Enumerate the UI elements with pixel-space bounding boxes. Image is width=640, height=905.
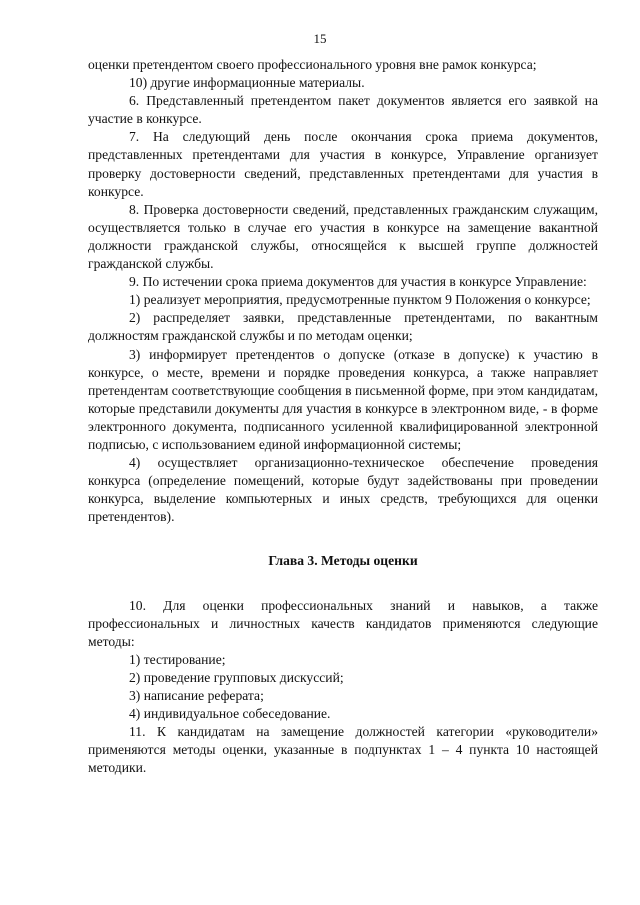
paragraph: 8. Проверка достоверности сведений, представленных гражданским служащим, осуществляется только в случае его участия в конкурсе на замещение вакантной должности гражданской службы, относящейся к высшей группе должностей гражданской службы.	[88, 201, 598, 272]
paragraph: 10) другие информационные материалы.	[129, 75, 365, 91]
paragraph: 11. К кандидатам на замещение должностей категории «руководители» применяются методы оценки, указанные в подпунктах 1 – 4 пункта 10 настоящей методики.	[88, 724, 598, 776]
paragraph: 2) распределяет заявки, представленные претендентами, по вакантным должностям гражданской службы и по методам оценки;	[88, 310, 598, 344]
paragraph: 6. Представленный претендентом пакет документов является его заявкой на участие в конкурсе.	[88, 93, 598, 127]
paragraph: 1) реализует мероприятия, предусмотренные пунктом 9 Положения о конкурсе;	[129, 292, 591, 308]
paragraph: 3) информирует претендентов о допуске (отказе в допуске) к участию в конкурсе, о месте, времени и порядке проведения конкурса, а также направляет претендентам соответствующие сообщения в письменной форме, при этом кандидатам, которые представили документы для участия в конкурсе в электронном виде, - в форме электронного документа, подписанного усиленной квалифицированной электронной подписью, с использованием единой информационной системы;	[88, 346, 598, 452]
paragraph: 4) индивидуальное собеседование.	[129, 706, 331, 722]
paragraph: 10. Для оценки профессиональных знаний и навыков, а также профессиональных и личностных качеств кандидатов применяются следующие методы:	[88, 597, 598, 649]
paragraphs-before	[88, 56, 598, 526]
chapter-title: Глава 3. Методы оценки	[268, 553, 418, 569]
paragraphs-after	[88, 597, 598, 778]
text-column	[88, 56, 598, 777]
paragraph: 9. По истечении срока приема документов для участия в конкурсе Управление:	[129, 274, 587, 290]
paragraph: 1) тестирование;	[129, 651, 226, 667]
paragraph: 3) написание реферата;	[129, 688, 264, 703]
page-number: 15	[313, 31, 327, 46]
paragraph: 4) осуществляет организационно-техническое обеспечение проведения конкурса (определение помещений, которые будут задействованы при проведении конкурса, выделение компьютерных и иных средств, требующихся для оценки претендентов).	[88, 455, 598, 525]
paragraph: 7. На следующий день после окончания срока приема документов, представленных претендентами для участия в конкурсе, Управление организует проверку достоверности сведений, представленных претендентами для участия в конкурсе.	[88, 129, 598, 199]
paragraph: 2) проведение групповых дискуссий;	[129, 669, 344, 685]
paragraph: оценки претендентом своего профессионального уровня вне рамок конкурса;	[88, 57, 537, 72]
